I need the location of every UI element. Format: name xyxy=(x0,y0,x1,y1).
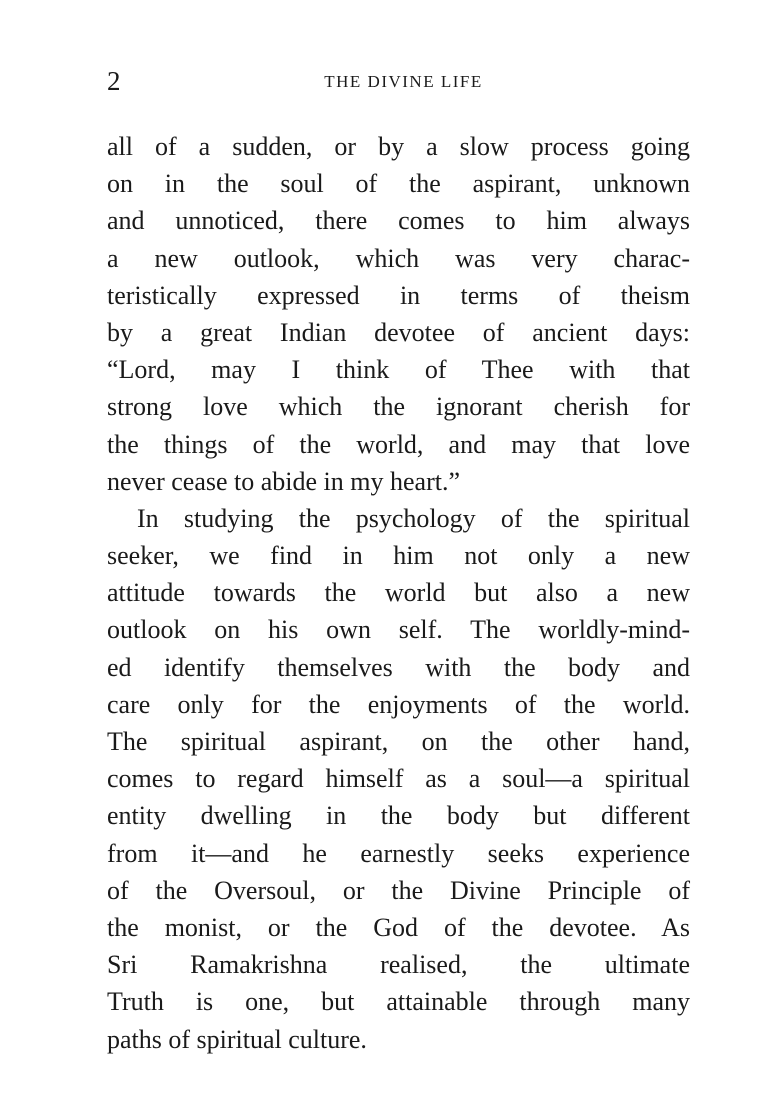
text-line: by a great Indian devotee of ancient days: xyxy=(107,317,690,347)
text-line: In studying the psychology of the spiritual xyxy=(137,503,690,533)
text-line: outlook on his own self. The worldly-mind- xyxy=(107,615,690,645)
text-line: and unnoticed, there comes to him always xyxy=(107,206,690,236)
text-line: entity dwelling in the body but different xyxy=(107,801,690,831)
text-line: comes to regard himself as a soul—a spiritual xyxy=(107,764,690,794)
text-line: Sri Ramakrishna realised, the ultimate xyxy=(107,950,690,980)
paragraph xyxy=(107,500,690,1058)
text-line: never cease to abide in my heart.” xyxy=(107,466,460,496)
text-line: on in the soul of the aspirant, unknown xyxy=(107,169,690,199)
text-line: all of a sudden, or by a slow process going xyxy=(107,132,690,161)
text-line: strong love which the ignorant cherish for xyxy=(107,392,690,422)
text-line: a new outlook, which was very charac- xyxy=(107,243,690,273)
text-line: The spiritual aspirant, on the other hand, xyxy=(107,727,690,756)
page-header xyxy=(107,66,690,96)
text-line: the monist, or the God of the devotee. As xyxy=(107,912,690,942)
text-line: seeker, we find in him not only a new xyxy=(107,541,690,571)
running-title: THE DIVINE LIFE xyxy=(324,72,483,91)
page-body xyxy=(107,128,690,1058)
text-line: teristically expressed in terms of theism xyxy=(107,280,690,310)
text-line: care only for the enjoyments of the world. xyxy=(107,689,690,719)
paragraph xyxy=(107,128,690,500)
text-line: Truth is one, but attainable through many xyxy=(107,987,690,1017)
text-line: paths of spiritual culture. xyxy=(107,1024,367,1054)
text-line: ed identify themselves with the body and xyxy=(107,652,690,682)
text-line: “Lord, may I think of Thee with that xyxy=(107,355,690,385)
text-line: from it—and he earnestly seeks experience xyxy=(107,838,690,868)
page-number: 2 xyxy=(107,66,121,96)
text-line: the things of the world, and may that love xyxy=(107,429,690,459)
text-line: of the Oversoul, or the Divine Principle of xyxy=(107,875,690,905)
text-line: attitude towards the world but also a new xyxy=(107,578,690,608)
